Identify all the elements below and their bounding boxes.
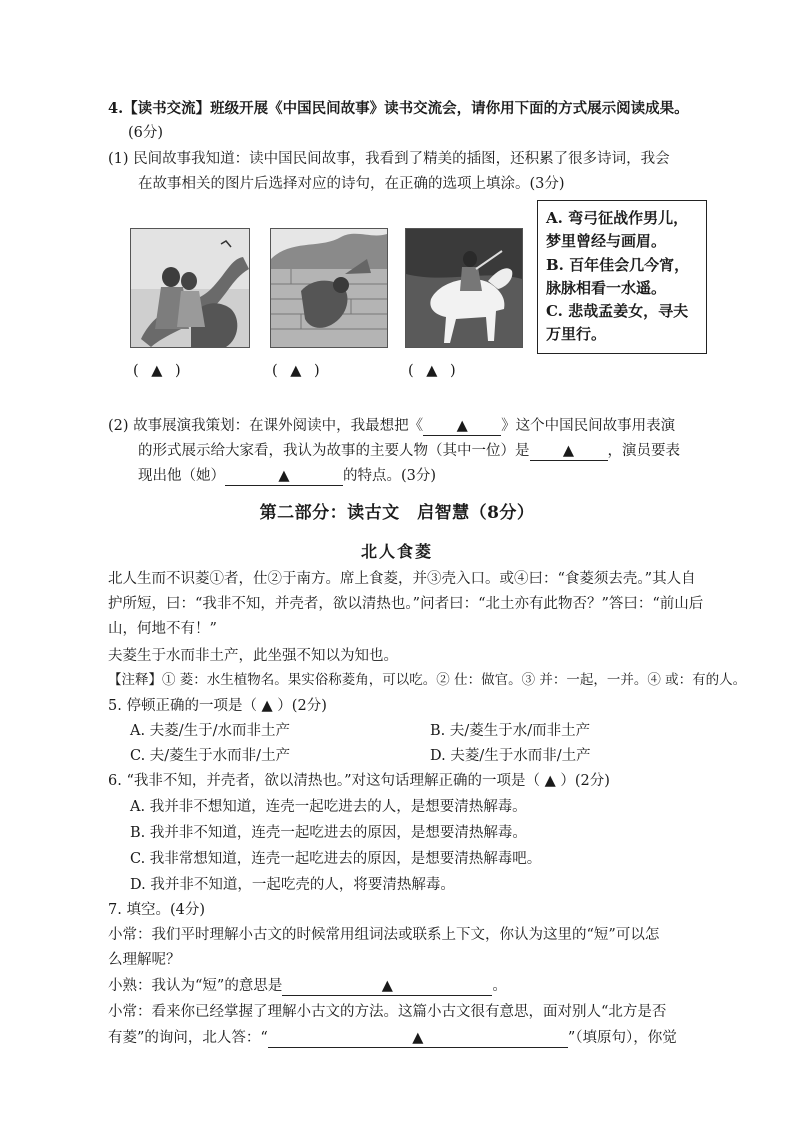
passage-title: 北人食菱	[360, 542, 433, 561]
answer-mark-1[interactable]: ( ▲ )	[133, 363, 181, 379]
q5-option-c[interactable]: C. 夫/菱生于水而非/土产	[130, 748, 291, 764]
q5-stem: 5. 停顿正确的一项是（ ▲ ）(2分)	[108, 698, 327, 714]
q7-line5-text-a: 有菱”的询问，北人答：“	[108, 1030, 268, 1046]
q4-sub2-text-a: (2) 故事展演我策划：在课外阅读中，我最想把《	[108, 418, 424, 434]
character-blank[interactable]	[530, 444, 608, 461]
q5-option-b[interactable]: B. 夫/菱生于水/而非土产	[430, 723, 591, 739]
q6-option-d[interactable]: D. 我并非不知道，一起吃壳的人，将要清热解毒。	[130, 877, 455, 893]
q7-line-3	[108, 977, 507, 996]
answer-mark-2[interactable]: ( ▲ )	[272, 363, 320, 379]
q7-line5-text-b: ”（填原句），你觉	[567, 1030, 677, 1046]
q7-line-1: 小常：我们平时理解小古文的时候常用组词法或联系上下文，你认为这里的“短”可以怎	[108, 927, 660, 943]
triangle-mark: ▲	[381, 978, 393, 994]
q7-stem: 7. 填空。(4分)	[108, 902, 205, 918]
q4-sub2-text-e: 现出他（她）	[138, 468, 225, 484]
q7-line3-text-a: 小熟：我认为“短”的意思是	[108, 978, 283, 994]
illustration-2	[270, 228, 388, 348]
q4-sub2-text-f: 的特点。(3分)	[343, 468, 437, 484]
passage-line-3: 山，何地不有！”	[108, 621, 217, 637]
trait-blank[interactable]	[225, 469, 343, 486]
q4-sub2-line3	[138, 467, 436, 486]
q6-option-c[interactable]: C. 我非常想知道，连壳一起吃进去的原因，是想要清热解毒吧。	[130, 851, 542, 867]
triangle-mark: ▲	[412, 1030, 424, 1046]
q7-line-2: 么理解呢？	[108, 952, 181, 968]
q6-option-b[interactable]: B. 我并非不知道，连壳一起吃进去的原因，是想要清热解毒。	[130, 825, 527, 841]
answer-mark-3[interactable]: ( ▲ )	[408, 363, 456, 379]
passage-line-1: 北人生而不识菱①者，仕②于南方。席上食菱，并③壳入口。或④曰：“食菱须去壳。”其人自	[108, 571, 696, 587]
q4-sub1-line2: 在故事相关的图片后选择对应的诗句，在正确的选项上填涂。(3分)	[138, 176, 565, 192]
q5-option-a[interactable]: A. 夫菱/生于/水而非土产	[130, 723, 290, 739]
q4-sub1-line1: (1) 民间故事我知道：读中国民间故事，我看到了精美的插图，还积累了很多诗词，我会	[108, 151, 670, 167]
q4-sub2-line2	[138, 442, 680, 461]
q4-sub2-text-d: ，演员要表	[607, 443, 680, 459]
q6-option-a[interactable]: A. 我并非不想知道，连壳一起吃进去的人，是想要清热解毒。	[130, 799, 527, 815]
option-a-line1: A. 弯弓征战作男儿，	[546, 209, 689, 227]
story-name-blank[interactable]	[423, 419, 501, 436]
original-sentence-blank[interactable]	[268, 1031, 568, 1048]
option-a-line2: 梦里曾经与画眉。	[546, 232, 667, 251]
poem-options-box	[537, 200, 707, 354]
q7-line-5	[108, 1029, 677, 1048]
q4-sub2-line1	[108, 417, 675, 436]
q4-score: (6分)	[128, 125, 164, 141]
option-b-line2: 脉脉相看一水遥。	[546, 278, 667, 297]
q6-stem: 6. “我非不知，并壳者，欲以清热也。”对这句话理解正确的一项是（ ▲ ）(2分)	[108, 773, 610, 789]
q7-line3-text-b: 。	[492, 978, 507, 994]
illustration-3	[405, 228, 523, 348]
q4-title: 4.【读书交流】班级开展《中国民间故事》读书交流会，请你用下面的方式展示阅读成果。	[108, 100, 689, 117]
q4-sub2-text-b: 》这个中国民间故事用表演	[501, 418, 676, 434]
q4-sub2-text-c: 的形式展示给大家看，我认为故事的主要人物（其中一位）是	[138, 443, 530, 459]
q5-option-d[interactable]: D. 夫菱/生于水而非/土产	[430, 748, 591, 764]
passage-line-2: 护所短，曰：“我非不知，并壳者，欲以清热也。”问者曰：“北土亦有此物否？”答曰：“前山后	[108, 596, 704, 612]
meaning-blank[interactable]	[282, 979, 492, 996]
option-c-line2: 万里行。	[546, 325, 607, 344]
triangle-mark: ▲	[562, 443, 575, 459]
option-b-line1: B. 百年佳会几今宵，	[546, 255, 690, 274]
option-c-line1: C. 悲哉孟姜女，寻夫	[546, 302, 689, 320]
illustration-1	[130, 228, 250, 348]
passage-note: 【注释】① 菱：水生植物名。果实俗称菱角，可以吃。② 仕：做官。③ 并：一起，一并。④ 或：有的人。	[108, 672, 747, 688]
part2-heading: 第二部分：读古文 启智慧（8分）	[259, 503, 535, 523]
q7-line-4: 小常：看来你已经掌握了理解小古文的方法。这篇小古文很有意思，面对别人“北方是否	[108, 1004, 667, 1020]
triangle-mark: ▲	[456, 418, 468, 434]
passage-line-4: 夫菱生于水而非土产，此坐强不知以为知也。	[108, 648, 398, 664]
triangle-mark: ▲	[278, 468, 290, 484]
